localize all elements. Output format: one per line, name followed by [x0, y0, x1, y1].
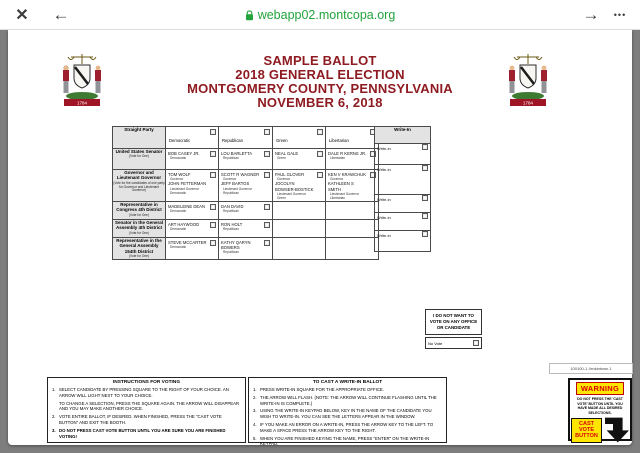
write-in-row [375, 213, 431, 231]
write-in-select-button[interactable] [422, 144, 428, 150]
candidate-name: DAN DAVID [221, 203, 244, 209]
instruction-item [52, 401, 241, 413]
instruction-item [253, 422, 442, 434]
candidate-select-button[interactable] [210, 240, 216, 246]
ballot-header-row [113, 127, 379, 149]
straight-party-select-button[interactable] [210, 129, 216, 135]
candidate-party: Democratic [170, 227, 187, 231]
browser-top-bar [0, 0, 640, 30]
write-in-row [375, 231, 431, 252]
instruction-number: 2. [52, 414, 56, 420]
candidate-names [275, 151, 323, 160]
office-note: (Vote for One) [128, 230, 150, 235]
write-in-label: Write-in [377, 233, 391, 238]
candidate-names [328, 151, 376, 160]
ballot-office-row [113, 201, 379, 219]
candidate-names [221, 172, 270, 195]
write-in-label: Write-in [377, 197, 391, 202]
ballot-office-row [113, 149, 379, 170]
no-vote-option [425, 337, 482, 349]
write-in-cell [375, 231, 431, 252]
down-arrow-icon [605, 417, 629, 443]
office-cell [113, 170, 166, 202]
write-in-row [375, 195, 431, 213]
write-in-label: Write-in [377, 167, 391, 172]
party-header-republican [219, 127, 273, 149]
instruction-text: DO NOT PRESS CAST VOTE BUTTON UNTIL YOU ARE SURE YOU ARE FINISHED VOTING! [59, 427, 226, 439]
candidate-role: Lieutenant Governor [330, 191, 360, 196]
instructions-for-voting-box [47, 377, 246, 443]
party-header-label: Republican [222, 138, 243, 143]
write-in-select-button[interactable] [422, 165, 428, 171]
candidate-cell [166, 201, 219, 219]
candidate-names [221, 151, 270, 160]
candidate-select-button[interactable] [264, 172, 270, 178]
candidate-names [168, 172, 216, 195]
instruction-number: 4. [253, 421, 257, 427]
candidate-name: ART HAYWOOD [168, 221, 200, 227]
candidate-cell [273, 170, 326, 202]
candidate-name: SCOTT R WAGNER [221, 172, 260, 177]
candidate-party: Libertarian [330, 195, 346, 200]
candidate-party: Democratic [170, 209, 187, 213]
office-cell [113, 219, 166, 237]
address-bar[interactable] [0, 0, 640, 30]
ballot-grid [112, 126, 379, 260]
candidate-select-button[interactable] [264, 204, 270, 210]
write-in-cell [375, 195, 431, 213]
empty-cell [273, 201, 326, 219]
write-in-select-button[interactable] [422, 231, 428, 237]
instruction-item [52, 414, 241, 426]
candidate-select-button[interactable] [317, 151, 323, 157]
candidate-select-button[interactable] [264, 240, 270, 246]
instruction-item [52, 387, 241, 399]
party-header-label: Libertarian [329, 138, 349, 143]
write-in-instructions-title: TO CAST A WRITE-IN BALLOT [312, 380, 383, 385]
cast-vote-button[interactable] [571, 418, 602, 443]
candidate-party: Green [277, 195, 286, 200]
lock-icon [245, 10, 254, 21]
candidate-party: Democratic [170, 245, 187, 249]
instruction-text: USING THE WRITE-IN KEYPAD BELOW, KEY IN THE NAME OF THE CANDIDATE YOU WISH TO WRITE-IN. YOU CAN SEE THE LETTERS APPEAR IN THE WINDOW. [260, 408, 432, 420]
instruction-text: TO CHANGE A SELECTION, PRESS THE SQUARE AGAIN. THE ARROW WILL DISAPPEAR AND YOU MAY MAKE ANOTHER CHOICE. [59, 400, 240, 412]
office-name: Representative in the General Assembly 154th District [116, 237, 162, 254]
candidate-name: JOCOLYN BOWSER-BOSTICK [275, 181, 314, 192]
office-cell [113, 201, 166, 219]
office-cell [113, 237, 166, 259]
candidate-party: Republican [223, 227, 239, 231]
write-in-grid [374, 126, 431, 252]
write-in-row [375, 144, 431, 165]
candidate-name: JEFF BARTOS [221, 181, 250, 187]
candidate-party: Libertarian [330, 156, 346, 161]
candidate-role: Lieutenant Governor [170, 186, 200, 191]
candidate-cell [326, 170, 379, 202]
instruction-item [253, 436, 442, 448]
write-in-label: Write-in [377, 215, 391, 220]
party-header-democratic [166, 127, 219, 149]
candidate-names [221, 222, 270, 231]
candidate-names [328, 172, 376, 200]
office-name: United States Senator [115, 149, 163, 154]
candidate-select-button[interactable] [210, 222, 216, 228]
party-header-label: Democratic [169, 138, 191, 143]
instruction-number: 2. [253, 394, 257, 400]
candidate-cell [219, 201, 273, 219]
forward-icon[interactable]: → [578, 0, 604, 30]
ballot-office-row [113, 170, 379, 202]
candidate-names [221, 204, 270, 213]
candidate-name: MADELEINE DEAN [168, 203, 205, 209]
instruction-number: 1. [253, 387, 257, 392]
title-line-3: MONTGOMERY COUNTY, PENNSYLVANIA [187, 81, 453, 96]
candidate-cell [219, 219, 273, 237]
candidate-names [168, 240, 216, 249]
instruction-text: VOTE ENTIRE BALLOT, IF DESIRED. WHEN FINISHED, PRESS THE "CAST VOTE BUTTON" AND EXIT THE BOOTH. [59, 414, 222, 425]
candidate-cell [219, 170, 273, 202]
candidate-name: PAUL GLOVER [275, 172, 305, 177]
instruction-number: 3. [52, 427, 56, 433]
seal-year-left: 1784 [76, 100, 88, 106]
instruction-item [253, 395, 442, 407]
office-name: Governor and Lieutenant Governor [116, 170, 162, 181]
candidate-cell [219, 237, 273, 259]
instruction-number: 1. [52, 387, 56, 392]
write-in-label: Write-in [377, 146, 391, 151]
candidate-names [168, 151, 216, 160]
candidate-role: Governor [277, 177, 291, 182]
candidate-select-button[interactable] [264, 151, 270, 157]
ballot-table [112, 126, 379, 260]
ballot-office-row [113, 219, 379, 237]
candidate-party: Green [277, 156, 286, 161]
instruction-text: PRESS WRITE-IN SQUARE FOR THE APPROPRIATE OFFICE. [260, 387, 384, 392]
office-note: (Vote for One) [128, 253, 150, 258]
write-in-cell [375, 213, 431, 231]
candidate-name: DALE R KERNS JR. [328, 151, 367, 156]
instruction-number [52, 401, 59, 413]
office-note: (Vote for One) [128, 212, 150, 217]
candidate-party: Republican [223, 209, 239, 213]
write-in-select-button[interactable] [422, 195, 428, 201]
candidate-party: Democratic [170, 190, 187, 195]
write-in-column [374, 126, 431, 252]
instruction-text: IF YOU MAKE AN ERROR ON A WRITE-IN, PRESS THE ARROW KEY TO THE LEFT. TO MAKE A SPACE PRESS THE ARROW KEY TO THE RIGHT. [260, 421, 434, 433]
instruction-number: 3. [253, 408, 257, 414]
write-in-cell [375, 144, 431, 165]
close-icon[interactable]: ✕ [10, 0, 34, 30]
more-menu-icon[interactable]: ••• [606, 0, 634, 30]
candidate-names [221, 240, 270, 255]
title-line-1: SAMPLE BALLOT [263, 53, 377, 68]
no-vote-select-button[interactable] [473, 340, 479, 346]
candidate-cell [273, 149, 326, 170]
candidate-cell [166, 170, 219, 202]
write-in-select-button[interactable] [422, 213, 428, 219]
candidate-party: Republican [223, 190, 239, 195]
office-name: Representative in Congress 4th District [116, 201, 162, 213]
candidate-select-button[interactable] [317, 172, 323, 178]
write-in-cell [375, 165, 431, 195]
candidate-select-button[interactable] [210, 204, 216, 210]
instruction-item [253, 387, 442, 393]
candidate-cell [166, 149, 219, 170]
candidate-cell [326, 149, 379, 170]
instruction-item [253, 408, 442, 420]
instruction-text: SELECT CANDIDATE BY PRESSING SQUARE TO THE RIGHT OF YOUR CHOICE. AN ARROW WILL LIGHT NEXT TO YOUR CHOICE. [59, 387, 229, 398]
candidate-party: Republican [223, 250, 239, 255]
empty-cell [273, 219, 326, 237]
write-in-header-row [375, 127, 431, 144]
candidate-role: Lieutenant Governor [223, 186, 253, 191]
instruction-text: THE ARROW WILL FLASH. (NOTE: THE ARROW WILL CONTINUE FLASHING UNTIL THE WRITE-IN IS COMPLETE.) [260, 394, 437, 406]
candidate-cell [166, 237, 219, 259]
candidate-role: Lieutenant Governor [277, 191, 307, 196]
seal-year-right: 1784 [522, 100, 534, 106]
cast-vote-line-1: CAST [579, 420, 594, 427]
document-viewport[interactable] [0, 30, 640, 453]
candidate-cell [166, 219, 219, 237]
candidate-party: Republican [223, 156, 239, 161]
party-header-libertarian [326, 127, 379, 149]
no-vote-option-label: No Vote [428, 340, 443, 346]
candidate-select-button[interactable] [210, 151, 216, 157]
candidate-role: Governor [330, 177, 344, 182]
candidate-name: RON HOLT [221, 221, 243, 227]
candidate-name: BOB CASEY JR. [168, 151, 200, 156]
ballot-office-row [113, 237, 379, 259]
empty-cell [326, 219, 379, 237]
empty-cell [326, 201, 379, 219]
candidate-names [168, 204, 216, 213]
candidate-name: LOU BARLETTA [221, 151, 253, 156]
write-in-header: Write-In [375, 127, 431, 144]
candidate-name: NEAL GALE [275, 151, 299, 156]
candidate-name: KATHLEEN S SMITH [328, 181, 354, 192]
instruction-item [52, 428, 241, 440]
url-text: webapp02.montcopa.org [257, 8, 396, 22]
title-line-4: NOVEMBER 6, 2018 [257, 95, 383, 110]
empty-cell [326, 237, 379, 259]
cast-vote-line-3: BUTTON [575, 433, 598, 440]
candidate-select-button[interactable] [264, 222, 270, 228]
party-header-green [273, 127, 326, 149]
title-line-2: 2018 GENERAL ELECTION [235, 67, 405, 82]
candidate-name: STEVE MCCARTER [168, 239, 207, 245]
straight-party-header: Straight Party [113, 127, 166, 149]
candidate-names [275, 172, 323, 200]
candidate-name: KATHY QARYN BOWERS [221, 239, 251, 250]
instructions-for-voting-title: INSTRUCTIONS FOR VOTING [112, 380, 181, 385]
office-name: Senator in the General Assembly 4th District [114, 219, 163, 231]
candidate-role: Governor [170, 177, 184, 182]
precinct-label: 100100-1 Jenkintown 1 [549, 363, 633, 374]
no-vote-title: I DO NOT WANT TO VOTE ON ANY OFFICE OR CANDIDATE [425, 309, 482, 335]
instruction-number: 5. [253, 435, 257, 441]
office-cell [113, 149, 166, 170]
candidate-name: TOM WOLF [168, 172, 191, 177]
candidate-party: Democratic [170, 156, 187, 161]
candidate-cell [219, 149, 273, 170]
write-in-row [375, 165, 431, 195]
office-note: (Vote for the candidates of one party for Governor and Lieutenant Governor) [113, 180, 165, 193]
write-in-instructions-box [248, 377, 447, 447]
warning-badge: WARNING [576, 382, 624, 395]
candidate-names [168, 222, 216, 231]
no-vote-box [425, 309, 482, 349]
warning-text: DO NOT PRESS THE 'CAST VOTE' BUTTON UNTIL YOU HAVE MADE ALL DESIRED SELECTIONS. [577, 397, 623, 415]
candidate-role: Governor [223, 177, 237, 182]
warning-box [568, 378, 632, 441]
ballot-title [8, 54, 632, 110]
candidate-name: JOHN FETTERMAN [168, 181, 207, 187]
straight-party-select-button[interactable] [317, 129, 323, 135]
sample-ballot-document [8, 30, 632, 445]
back-icon[interactable]: ← [48, 0, 74, 30]
empty-cell [273, 237, 326, 259]
candidate-select-button[interactable] [210, 172, 216, 178]
office-note: (Vote for One) [128, 154, 150, 159]
straight-party-select-button[interactable] [264, 129, 270, 135]
instruction-text: WHEN YOU ARE FINISHED KEYING THE NAME, PRESS "ENTER" ON THE WRITE-IN KEYPAD. [260, 435, 430, 447]
cast-vote-line-2: VOTE [579, 427, 594, 434]
candidate-name: KEN V KRAWCHUK [328, 172, 367, 177]
party-header-label: Green [276, 138, 288, 143]
